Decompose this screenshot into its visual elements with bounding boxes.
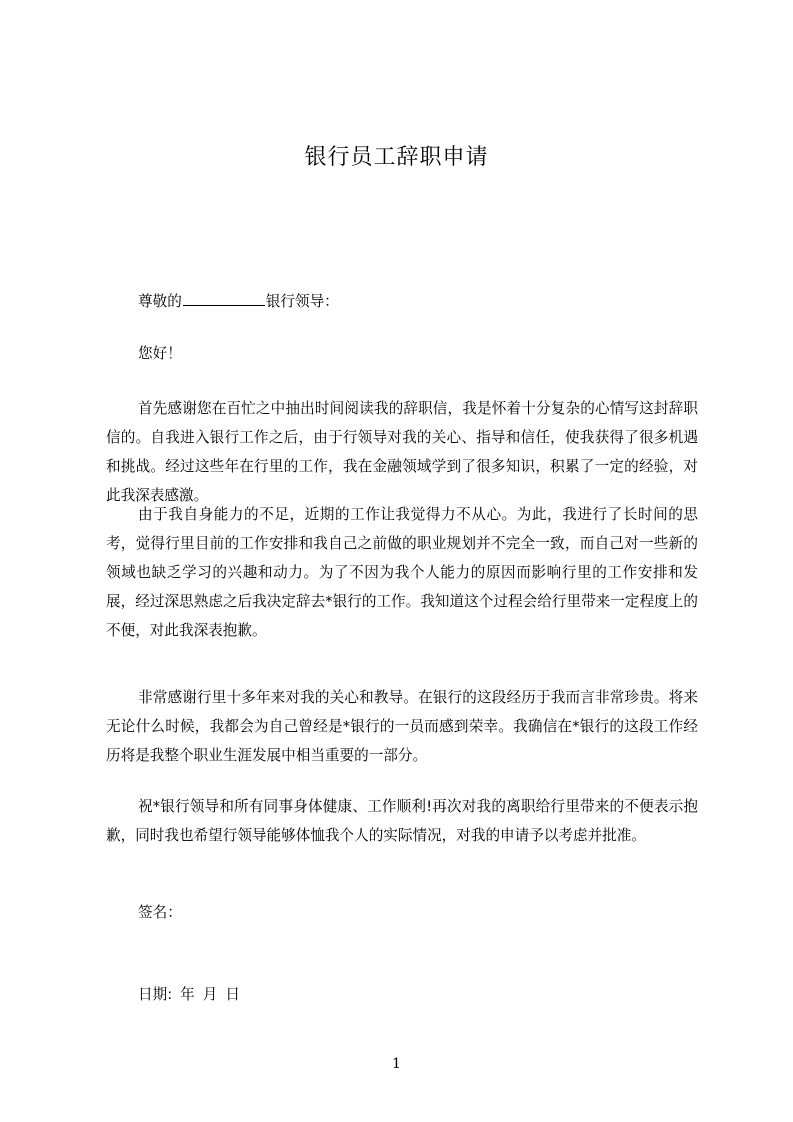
date-label: 日期: [138, 986, 173, 1003]
bank-name-blank [183, 291, 265, 306]
signature-line: 签名： [138, 904, 182, 921]
greeting: 您好！ [138, 345, 182, 362]
paragraph-thanks: 非常感谢行里十多年来对我的关心和教导。在银行的这段经历于我而言非常珍贵。将来无论什么时候，我都会为自己曾经是*银行的一员而感到荣幸。我确信在*银行的这段工作经历将是我整个职业生涯发展中相当重要的一部分。 [106, 689, 698, 764]
date-month: 月 [202, 986, 218, 1003]
date-day: 日 [225, 986, 240, 1003]
salutation-suffix: 银行领导： [265, 293, 339, 310]
paragraph-closing: 祝*银行领导和所有同事身体健康、工作顺利!再次对我的离职给行里带来的不便表示抱歉，同时我也希望行领导能够体恤我个人的实际情况，对我的申请予以考虑并批准。 [106, 798, 698, 844]
page-number: 1 [392, 1056, 401, 1072]
date-line [106, 985, 240, 1005]
paragraph-gratitude: 首先感谢您在百忙之中抽出时间阅读我的辞职信，我是怀着十分复杂的心情写这封辞职信的。自我进入银行工作之后，由于行领导对我的关心、指导和信任，使我获得了很多机遇和挑战。经过这些年在行里的工作，我在金融领域学到了很多知识，积累了一定的经验，对此我深表感激。 [106, 400, 698, 504]
date-year: 年 [180, 986, 195, 1003]
paragraph-reason: 由于我自身能力的不足，近期的工作让我觉得力不从心。为此，我进行了长时间的思考，觉得行里目前的工作安排和我自己之前做的职业规划并不完全一致，而自己对一些新的领域也缺乏学习的兴趣和动力。为了不因为我个人能力的原因而影响行里的工作安排和发展，经过深思熟虑之后我决定辞去*银行的工作。我知道这个过程会给行里带来一定程度上的不便，对此我深表抱歉。 [106, 506, 698, 639]
salutation-prefix: 尊敬的 [138, 293, 182, 310]
salutation [106, 291, 339, 312]
document-title: 银行员工辞职申请 [304, 145, 489, 170]
